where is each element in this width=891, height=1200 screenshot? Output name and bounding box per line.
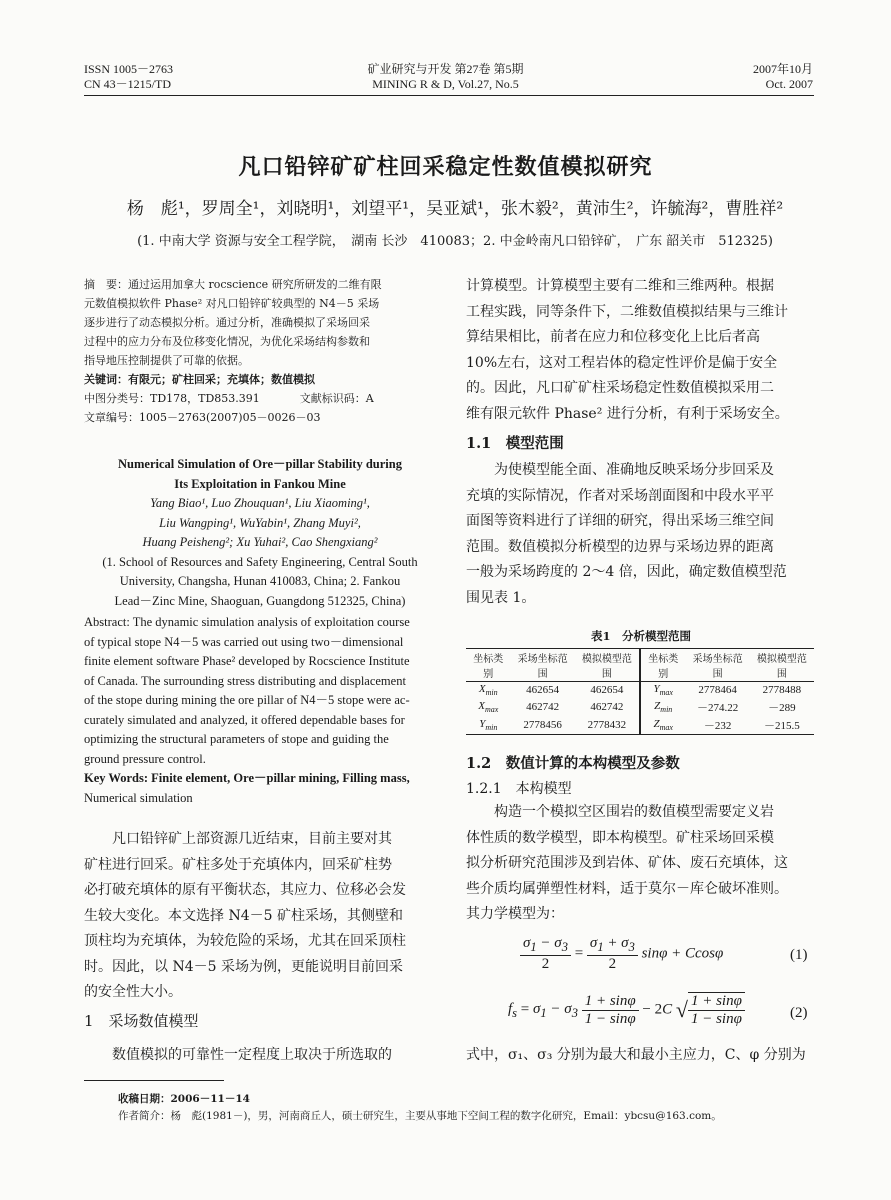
table-cell: 462654 xyxy=(590,684,624,697)
keywords-cn: 关键词：有限元；矿柱回采；充填体；数值模拟 xyxy=(84,373,315,386)
table-cell: $X_{max}$ xyxy=(478,700,499,715)
header-date-cn: 2007年10月 xyxy=(752,62,813,76)
section-1-text: 数值模拟的可靠性一定程度上取决于所选取的 xyxy=(112,1047,392,1063)
equation-2: $f_s = \sigma_1 - \sigma_3$ $\frac{1 + \sin\varphi}{1 - \sin\varphi}$ − 2C √ $\frac{1 + \sin\varphi}{1 - \sin\varphi}$ xyxy=(508,992,745,1028)
table-cell: 462742 xyxy=(590,701,624,714)
affiliation: (1. 中南大学 资源与安全工程学院， 湖南 长沙 410083；2. 中金岭南凡口铅锌矿， 广东 韶关市 512325) xyxy=(137,234,773,249)
table-row xyxy=(466,698,814,716)
header-cn: CN 43－1215/TD xyxy=(84,77,172,91)
equation-explanation: 式中，σ₁、σ₃ 分别为最大和最小主应力，C、φ 分别为 xyxy=(466,1047,806,1063)
english-abstract: Numerical Simulation of Ore－pillar Stability during Its Exploitation in Fankou Mine Yang Biao¹, Luo Zhouquan¹, Liu Xiaoming¹, Liu Wangping¹, WuYabin¹, Zhang Muyi², Huang Peisheng²; Xu Yuhai², Cao Shengxiang² (1. School of Resources and Safety Engineering, Central South University, Changsha, Hunan 410083, China; 2. Fankou Lead－Zinc Mine, Shaoguan, Guangdong 512325, China) Abstract: The dynamic simulation analysis of exploitation course of typical stope N4－5 was carried out using two－dimensional finite element software Phase² developed by Rocscience Institute of Canada. The surrounding stress distributing and displacement of the stope during mining the ore pillar of N4－5 stope were ac- curately simulated and analyzed, it offered dependable bases for optimizing the structural parameters of stope and guiding the ground pressure control. Key Words: Finite element, Ore－pillar mining, Filling mass, Numerical simulation xyxy=(84,457,418,805)
table-cell: $Y_{max}$ xyxy=(640,682,685,699)
clc-row: 中图分类号：TD178，TD853.391 文献标识码：A xyxy=(84,392,374,405)
header-issn: ISSN 1005－2763 xyxy=(84,62,174,76)
intro-paragraph: 凡口铅锌矿上部资源几近结束，目前主要对其 矿柱进行回采。矿柱多处于充填体内，回采矿柱势 必打破充填体的原有平衡状态，其应力、位移必会发 生较大变化。本文选择 N4－5 矿柱采场，其侧壁和 顶柱均为充填体，为较危险的采场，尤其在回采顶柱 时。因此，以 N4－5 采场为例，更能说明目前回采 的安全性大小。 xyxy=(84,831,406,1000)
author-bio: 作者简介：杨 彪(1981－)，男，河南商丘人，硕士研究生，主要从事地下空间工程的数字化研究，Email：ybcsu@163.com。 xyxy=(118,1110,722,1122)
author-list: 杨 彪¹，罗周全¹，刘晓明¹，刘望平¹，吴亚斌¹，张木毅²，黄沛生²，许毓海²，曹胜祥² xyxy=(126,199,784,219)
equation-1: $\frac{\sigma_1 - \sigma_3}{2}$ = $\frac{\sigma_1 + \sigma_3}{2}$ sinφ + Ccosφ xyxy=(520,935,723,973)
range-paragraph: 为使模型能全面、准确地反映采场分步回采及 充填的实际情况，作者对采场剖面图和中段水平平 面图等资料进行了详细的研究，得出采场三维空间 范围。数值模拟分析模型的边界与采场边界的距离 一般为采场跨度的 2～4 倍，因此，确定数值模型范 围见表 1。 xyxy=(466,462,787,606)
received-date: 收稿日期：2006－11－14 xyxy=(118,1093,250,1105)
table-header-row xyxy=(466,649,814,682)
table-cell: $Z_{min}$ xyxy=(640,698,685,716)
equation-1-number: (1) xyxy=(790,947,808,963)
table-header-cell: 模拟模型范围 xyxy=(756,654,807,680)
table-header-cell: 采场坐标范围 xyxy=(517,654,568,680)
table-cell: －274.22 xyxy=(696,702,739,715)
abstract-cn: 摘 要：通过运用加拿大 rocscience 研究所研发的二维有限 元数值模拟软件 Phase² 对凡口铅锌矿较典型的 N4－5 采场 逐步进行了动态模拟分析。通过分析，准确模拟了采场回采 过程中的应力分布及位移变化情况，为优化采场结构参数和 指导地压控制提供了可靠的依据。 关键词：有限元；矿柱回采；充填体；数值模拟 中图分类号：TD178，TD853.391 文献标识码：A 文章编号：1005－2763(2007)05－0026－03 xyxy=(84,275,436,427)
constitutive-paragraph: 构造一个模拟空区围岩的数值模型需要定义岩 体性质的数学模型，即本构模型。矿柱采场回采模 拟分析研究范围涉及到岩体、矿体、废石充填体，这 些介质均属弹塑性材料，适于莫尔－库仑破坏准则。 其力学模型为： xyxy=(466,804,788,922)
table-cell: 2778464 xyxy=(698,684,737,697)
table-1-caption: 表1 分析模型范围 xyxy=(590,629,691,643)
equation-2-number: (2) xyxy=(790,1005,808,1021)
table-cell: 462742 xyxy=(526,701,560,714)
table-cell: －289 xyxy=(768,702,796,715)
table-cell: 462654 xyxy=(526,684,560,697)
header-journal-cn: 矿业研究与开发 第27卷 第5期 xyxy=(367,62,524,76)
table-cell: －215.5 xyxy=(763,720,800,733)
section-1-2-1-heading: 1.2.1 本构模型 xyxy=(466,781,572,797)
table-cell: $X_{min}$ xyxy=(478,683,498,698)
table-cell: －232 xyxy=(703,720,732,733)
table-cell: $Z_{max}$ xyxy=(640,716,685,735)
table-header-cell: 坐标类别 xyxy=(640,649,685,682)
article-no: 文章编号：1005－2763(2007)05－0026－03 xyxy=(84,411,321,424)
table-cell: 2778456 xyxy=(523,719,562,732)
table-header-cell: 采场坐标范围 xyxy=(692,654,743,680)
footnote-rule xyxy=(84,1080,224,1081)
table-row xyxy=(466,716,814,735)
table-header-cell: 坐标类别 xyxy=(473,654,504,680)
model-paragraph: 计算模型。计算模型主要有二维和三维两种。根据 工程实践，同等条件下，二维数值模拟结果与三维计 算结果相比，前者在应力和位移变化上比后者高 10%左右，这对工程岩体的稳定性评价是偏于安全 的。因此，凡口矿矿柱采场稳定性数值模拟采用二 维有限元软件 Phase² 进行分析，有利于采场安全。 xyxy=(466,278,789,422)
header-rule xyxy=(84,95,814,96)
section-1-2-heading: 1.2 数值计算的本构模型及参数 xyxy=(466,755,680,772)
table-cell: 2778432 xyxy=(587,719,627,732)
section-1-1-heading: 1.1 模型范围 xyxy=(466,435,564,452)
table-1 xyxy=(466,648,814,735)
table-header-cell: 模拟模型范围 xyxy=(581,654,632,680)
table-cell: $Y_{min}$ xyxy=(479,718,498,733)
table-cell: 2778488 xyxy=(762,684,802,697)
table-row xyxy=(466,682,814,699)
header-journal-en: MINING R & D, Vol.27, No.5 xyxy=(372,77,519,91)
section-1-heading: 1 采场数值模型 xyxy=(84,1012,199,1030)
paper-title: 凡口铅锌矿矿柱回采稳定性数值模拟研究 xyxy=(238,155,653,180)
header-date-en: Oct. 2007 xyxy=(765,77,813,91)
